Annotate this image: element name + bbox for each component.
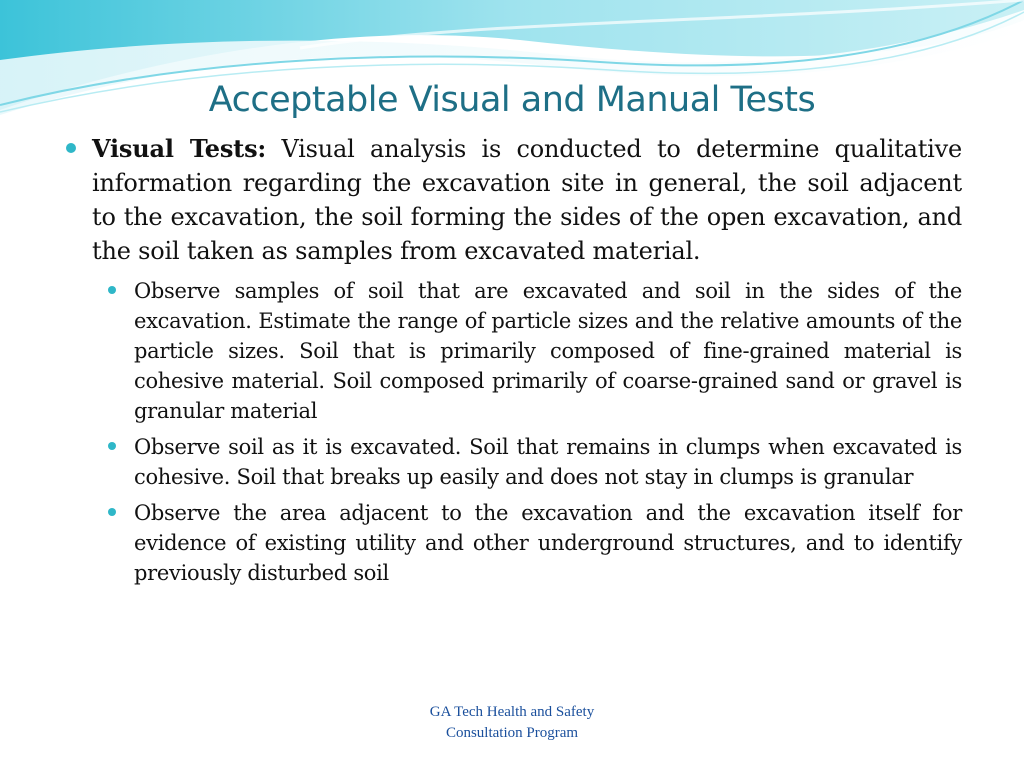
sub-bullet-item — [102, 276, 962, 426]
bullet-dot-icon — [108, 442, 116, 450]
main-bullet-body: Visual analysis is conducted to determine qualitative information regarding the excavation site in general, the soil adjacent to the excavation, the soil forming the sides of the open excavation, and the soil taken as samples from excavated material. — [92, 135, 962, 265]
sub-bullet-text: Observe soil as it is excavated. Soil that remains in clumps when excavated is cohesive. Soil that breaks up easily and does not stay in clumps is granular — [134, 435, 962, 489]
main-bullet-text — [92, 132, 962, 268]
bullet-dot-icon — [66, 143, 76, 153]
slide-title: Acceptable Visual and Manual Tests — [208, 80, 816, 120]
slide-body — [62, 132, 962, 594]
slide-footer — [0, 702, 1024, 744]
sub-bullet-item — [102, 432, 962, 492]
main-bullet — [62, 132, 962, 268]
sub-bullet-text: Observe the area adjacent to the excavation and the excavation itself for evidence of existing utility and other underground structures, and to identify previously disturbed soil — [134, 501, 962, 585]
bullet-dot-icon — [108, 508, 116, 516]
bullet-dot-icon — [108, 286, 116, 294]
main-bullet-label: Visual Tests: — [92, 134, 267, 163]
footer-line-1: GA Tech Health and Safety — [429, 704, 595, 720]
sub-bullet-item — [102, 498, 962, 588]
footer-line-2: Consultation Program — [445, 725, 579, 741]
sub-bullet-text: Observe samples of soil that are excavated and soil in the sides of the excavation. Estimate the range of particle sizes and the relative amounts of the particle sizes. Soil that is primarily composed of fine-grained material is cohesive material. Soil composed primarily of coarse-grained sand or gravel is granular material — [134, 279, 962, 423]
sub-bullet-list — [102, 276, 962, 588]
